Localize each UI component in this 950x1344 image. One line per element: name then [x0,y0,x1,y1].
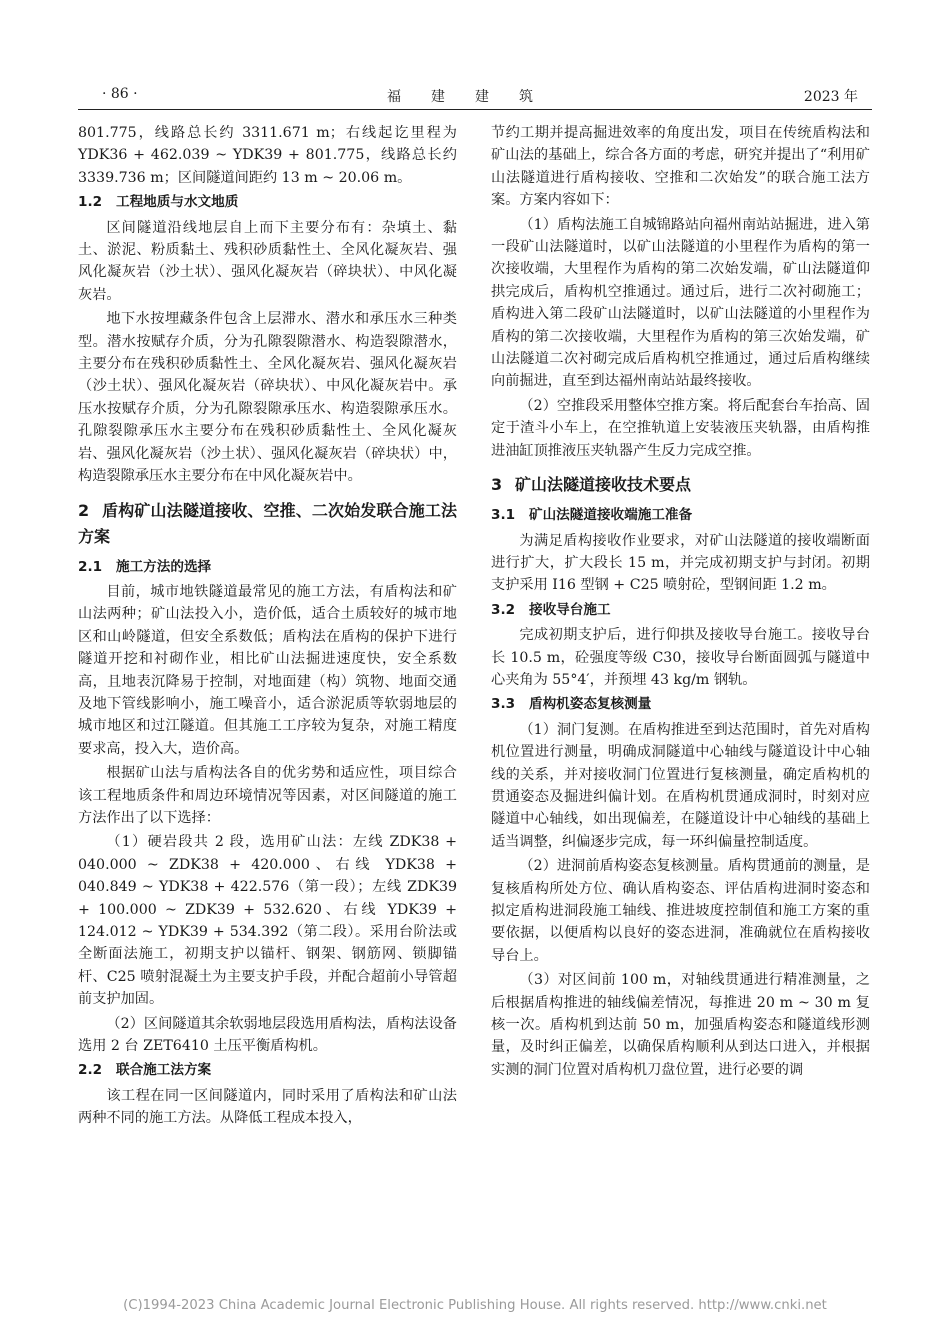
section-title: 矿山法隧道接收端施工准备 [529,507,693,524]
section-number: 2.2 [78,1062,103,1079]
paragraph: （3）对区间前 100 m，对轴线贯通进行精准测量，之后根据盾构推进的轴线偏差情况，每推进 20 m ~ 30 m 复核一次。盾构机到达前 50 m，加强盾构姿态和隧道线形测量，及时纠正偏差，以确保盾构顺利从到达口进入，并根据实测的洞门位置对盾构机刀盘位置，进行必要的调 [491,972,870,1078]
section-heading-3-1 [491,504,870,526]
paragraph: 完成初期支护后，进行仰拱及接收导台施工。接收导台长 10.5 m，砼强度等级 C30，接收导台断面圆弧与隧道中心夹角为 55°4′，并预埋 43 kg/m 钢轨。 [491,627,870,688]
section-title: 工程地质与水文地质 [116,194,239,211]
paragraph: 为满足盾构接收作业要求，对矿山法隧道的接收端断面进行扩大，扩大段长 15 m，并完成初期支护与封闭。初期支护采用 I16 型钢 + C25 喷射砼，型钢间距 1.2 m。 [491,532,870,594]
section-heading-3-3 [491,693,870,715]
paragraph: 节约工期并提高掘进效率的角度出发，项目在传统盾构法和矿山法的基础上，综合各方面的考虑，研究并提出了“利用矿山法隧道进行盾构接收、空推和二次始发”的联合施工法方案。方案内容如下： [491,125,870,209]
section-title: 施工方法的选择 [116,558,212,575]
paragraph: 801.775，线路总长约 3311.671 m；右线起讫里程为 YDK36 + 462.039 ~ YDK39 + 801.775，线路总长约 3339.736 m；区间隧道间距约 13 m ~ 20.06 m。 [78,125,457,186]
header-rule [78,109,872,110]
paragraph: 该工程在同一区间隧道内，同时采用了盾构法和矿山法两种不同的施工方法。从降低工程成本投入， [78,1087,457,1127]
section-number: 1.2 [78,194,103,211]
paragraph: （1）盾构法施工自城锦路站向福州南站站掘进，进入第一段矿山法隧道时，以矿山法隧道的小里程作为盾构的第一次接收端，大里程作为盾构的第二次始发端，矿山法隧道仰拱完成后，盾构机空推通过。通过后，进行二次衬砌施工；盾构进入第二段矿山法隧道时，以矿山法隧道的小里程作为盾构的第二次接收端，大里程作为盾构的第三次始发端，矿山法隧道二次衬砌完成后盾构机空推通过，通过后盾构继续向前掘进，直至到达福州南站站最终接收。 [491,216,870,390]
section-heading-2-1 [78,556,457,578]
copyright-footer: (C)1994-2023 China Academic Journal Electronic Publishing House. All rights reserved. http://www.cnki.net [123,1298,827,1313]
issue-year: 2023 年 [803,89,858,105]
paragraph: （2）进洞前盾构姿态复核测量。盾构贯通前的测量，是复核盾构所处方位、确认盾构姿态、评估盾构进洞时姿态和拟定盾构进洞段施工轴线、推进坡度控制值和施工方案的重要依据，以便盾构以良好的姿态进洞，准确就位在盾构接收导台上。 [491,858,870,964]
section-title: 接收导台施工 [529,601,611,618]
section-heading-2-2 [78,1059,457,1081]
paragraph: （2）区间隧道其余软弱地层段选用盾构法，盾构法设备选用 2 台 ZET6410 土压平衡盾构机。 [78,1015,457,1055]
paragraph: 目前，城市地铁隧道最常见的施工方法，有盾构法和矿山法两种；矿山法投入小，造价低，适合土质较好的城市地区和山岭隧道，但安全系数低；盾构法在盾构的保护下进行隧道开挖和衬砌作业，相比矿山法掘进速度快，安全系数高，且地表沉降易于控制，对地面建（构）筑物、地面交通及地下管线影响小，施工噪音小，适合淤泥质等软弱地层的城市地区和过江隧道。但其施工工序较为复杂，对施工精度要求高，投入大，造价高。 [78,583,457,757]
section-number: 3.2 [491,601,516,618]
section-number: 3 [491,475,503,495]
section-heading-3 [491,472,870,498]
journal-name: 福建建筑 [387,89,563,105]
section-number: 3.1 [491,507,516,524]
section-number: 3.3 [491,696,516,713]
section-title: 盾构矿山法隧道接收、空推、二次始发联合施工法方案 [78,500,457,546]
paragraph: （1）洞门复测。在盾构推进至到达范围时，首先对盾构机位置进行测量，明确成洞隧道中心轴线与隧道设计中心轴线的关系，并对接收洞门位置进行复核测量，确定盾构机的贯通姿态及掘进纠偏计划。在盾构机贯通成洞时，时刻对应隧道中心轴线，如出现偏差，在隧道设计中心轴线的基础上适当调整，纠偏逐步完成，每一环纠偏量控制适度。 [491,721,870,850]
running-header [78,86,872,108]
right-column [491,122,870,1083]
paragraph: 根据矿山法与盾构法各自的优劣势和适应性，项目综合该工程地质条件和周边环境情况等因素，对区间隧道的施工方法作出了以下选择： [78,765,457,826]
section-heading-2 [78,498,457,550]
paragraph: 地下水按埋藏条件包含上层滞水、潜水和承压水三种类型。潜水按赋存介质，分为孔隙裂隙潜水、构造裂隙潜水，主要分布在残积砂质黏性土、全风化凝灰岩、强风化凝灰岩（沙土状）、强风化凝灰岩（碎块状）、中风化凝灰岩中。承压水按赋存介质，分为孔隙裂隙承压水、构造裂隙承压水。孔隙裂隙承压水主要分布在残积砂质黏性土、全风化凝灰岩、强风化凝灰岩（沙土状）、强风化凝灰岩（碎块状）中，构造裂隙承压水主要分布在中风化凝灰岩中。 [78,311,457,485]
section-title: 盾构机姿态复核测量 [529,696,652,713]
page-number: · 86 · [102,86,138,102]
section-heading-3-2 [491,599,870,621]
section-title: 联合施工法方案 [116,1062,212,1079]
section-number: 2.1 [78,558,103,575]
section-heading-1-2 [78,191,457,213]
paragraph: （1）硬岩段共 2 段，选用矿山法：左线 ZDK38 + 040.000 ~ ZDK38 + 420.000、右线 YDK38 + 040.849 ~ YDK38 + 422.576（第一段）；左线 ZDK39 + 100.000 ~ ZDK39 + 532.620、右线 YDK39 + 124.012 ~ YDK39 + 534.392（第二段）。采用台阶法或全断面法施工，初期支护以锚杆、钢架、钢筋网、锁脚锚杆、C25 喷射混凝土为主要支护手段，并配合超前小导管超前支护加固。 [78,834,457,1008]
paragraph: 区间隧道沿线地层自上而下主要分布有：杂填土、黏土、淤泥、粉质黏土、残积砂质黏性土、全风化凝灰岩、强风化凝灰岩（沙土状）、强风化凝灰岩（碎块状）、中风化凝灰岩。 [78,219,457,303]
section-number: 2 [78,500,90,520]
section-title: 矿山法隧道接收技术要点 [515,475,692,495]
left-column [78,122,457,1132]
paragraph: （2）空推段采用整体空推方案。将后配套台车抬高、固定于渣斗小车上，在空推轨道上安装液压夹轨器，由盾构推进油缸顶推液压夹轨器产生反力完成空推。 [491,397,870,459]
